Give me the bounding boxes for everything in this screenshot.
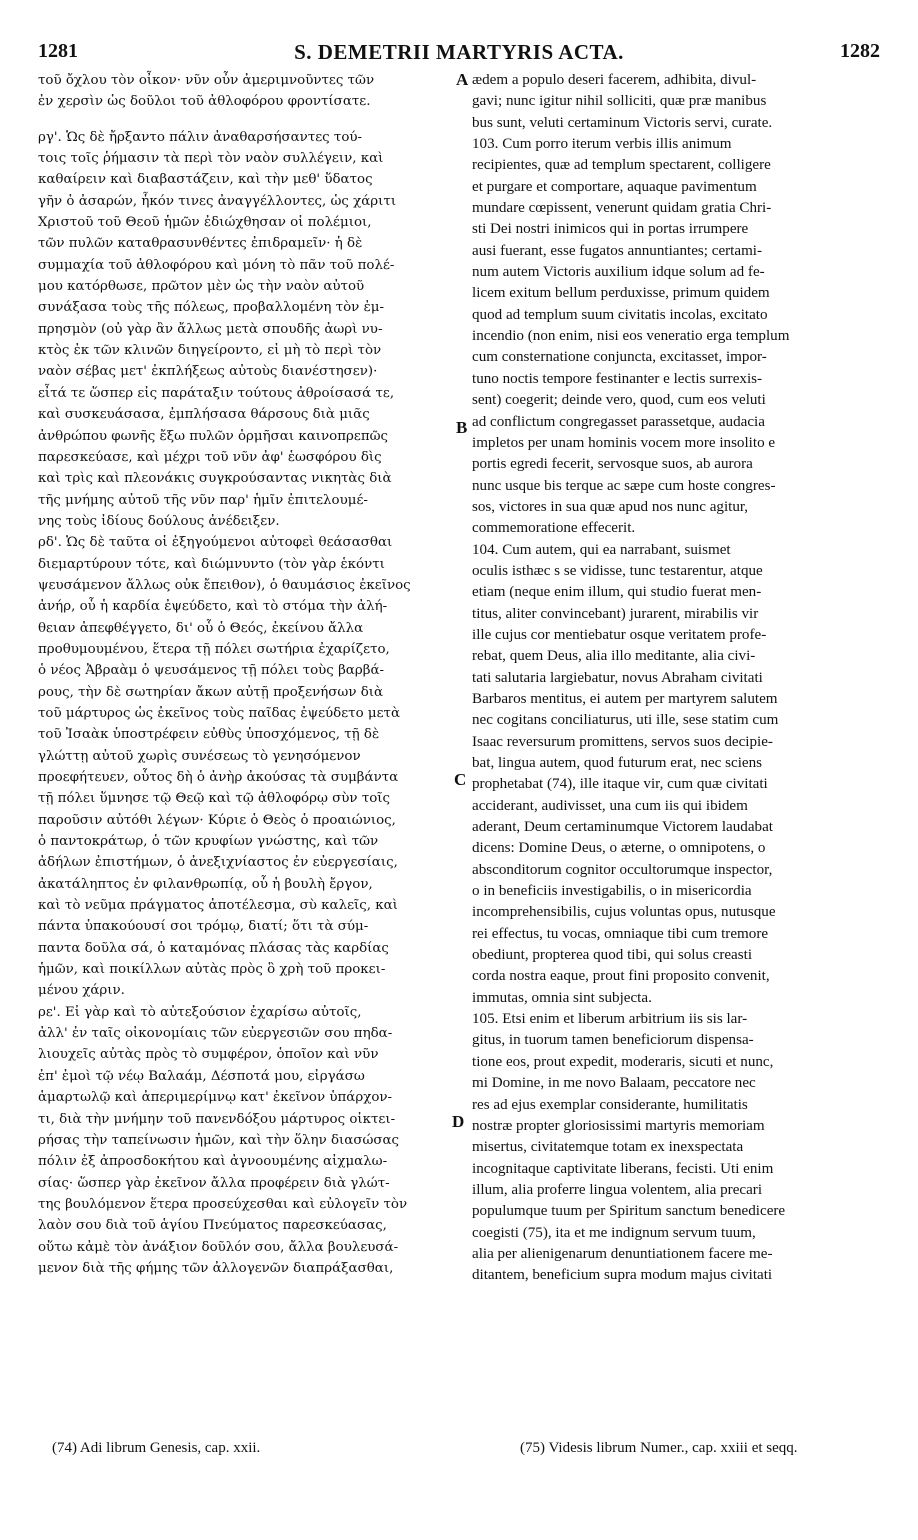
latin-text-line: ditantem, beneficium supra modum majus civitati — [472, 1267, 773, 1284]
greek-text-line: τοῦ ὄχλου τὸν οἶκον· νῦν οὖν ἀμεριμνοῦντες τῶν — [38, 73, 375, 88]
latin-text-line: rei effectus, tu vocas, omniaque tibi cum tremore — [472, 925, 769, 942]
greek-text-line: παροῦσιν αὐτόθι λέγων· Κύριε ὁ Θεὸς ὁ προαιώνιος, — [38, 812, 396, 828]
latin-text-line: mundare cœpissent, venerunt quidam gratia Chri- — [472, 200, 772, 217]
margin-letter-c: C — [454, 770, 467, 789]
greek-text-line: συμμαχία τοῦ ἀθλοφόρου καὶ μόνη τὸ πᾶν τοῦ πολέ- — [38, 257, 395, 273]
latin-text-line: ausi fuerant, esse fugatos annuntiantes; certami- — [472, 242, 763, 259]
latin-text-line: ad conflictum congregasset parassetque, audacia — [472, 413, 765, 430]
greek-text-line: παντα δοῦλα σά, ὁ καταμόνας πλάσας τὰς καρδίας — [38, 940, 389, 956]
latin-text-line: corda nostra eaque, prout fini proposito convenit, — [472, 968, 770, 985]
greek-text-line: πρησμὸν (οὐ γὰρ ἂν ἄλλως μετὰ σπουδῆς ἀωρὶ νυ- — [38, 321, 383, 337]
latin-text-line: gitus, in tuorum tamen beneficiorum dispensa- — [472, 1032, 754, 1049]
greek-text-line: Χριστοῦ τοῦ Θεοῦ ἡμῶν ἐδιώχθησαν οἱ πολέμιοι, — [38, 215, 372, 231]
greek-text-line: προθυμουμένου, ἕτερα τῇ πόλει σωτήρια ἐχαρίζετο, — [38, 641, 390, 657]
latin-text-line: ille cujus cor mentiebatur osque veritatem profe- — [472, 626, 767, 643]
latin-text-line: nec cogitans conciliaturus, uti ille, sese statim cum — [472, 712, 779, 729]
latin-text-line: mi Domine, in me novo Balaam, peccatore nec — [472, 1075, 756, 1092]
greek-text-line: λαὸν σου διὰ τοῦ ἁγίου Πνεύματος παρεσκεύασας, — [38, 1218, 387, 1234]
running-title: S. DEMETRII MARTYRIS ACTA. — [294, 40, 624, 64]
greek-text-line: νης τοὺς ἰδίους δούλους ἀνέδειξεν. — [38, 513, 280, 529]
latin-text-line: acciderant, audivisset, una cum iis qui ibidem — [472, 797, 748, 814]
latin-text-line: bus sunt, veluti certaminum Victoris servi, curate. — [472, 114, 773, 131]
latin-text-line: incendio (non enim, nisi eos veneratio erga templum — [472, 328, 790, 345]
greek-text-line: πόλιν ἐξ ἀπροσδοκήτου καὶ ἀγνοουμένης αἰχμαλω- — [38, 1154, 388, 1170]
latin-text-line: 105. Etsi enim et liberum arbitrium iis sis lar- — [472, 1011, 748, 1028]
latin-text-line: tuno noctis tempore festinanter e lectis surrexis- — [472, 370, 763, 387]
latin-text-line: Barbaros mentitus, ei autem per martyrem salutem — [472, 690, 778, 707]
latin-text-line: sent) coegerit; deinde vero, quod, cum eos veluti — [472, 392, 766, 409]
latin-text-line: obediunt, propterea quod tibi, qui solus creasti — [472, 947, 753, 964]
greek-text-line: ἀνθρώπου φωνῆς ἔξω πυλῶν ὁρμῆσαι καινοπρεπῶς — [38, 428, 389, 444]
greek-text-line: τῇ πόλει ὕμνησε τῷ Θεῷ καὶ τῷ ἀθλοφόρῳ σὺν τοῖς — [38, 791, 391, 807]
latin-text-line: oculis isthæc s se vidisse, tunc testarentur, atque — [472, 562, 763, 579]
greek-text-line: σίας· ὥσπερ γὰρ ἐκεῖνον ἄλλα προφέρειν διὰ γλώτ- — [38, 1175, 390, 1191]
greek-text-line: ρδ'. Ὡς δὲ ταῦτα οἱ ἐξηγούμενοι αὐτοφεὶ θεάσασθαι — [38, 535, 393, 551]
latin-text-line: bat, lingua autem, quod futurum erat, nec sciens — [472, 755, 763, 771]
latin-text-line: tati salutaria largiebatur, novus Abraham civitati — [472, 669, 763, 686]
latin-text-line: 104. Cum autem, qui ea narrabant, suismet — [472, 541, 731, 558]
latin-text-line: alia per alienigenarum denuntiationem facere me- — [472, 1245, 773, 1262]
latin-text-line: res ad ejus exemplar considerante, humilitatis — [472, 1096, 748, 1113]
latin-text-line: licem exitum bellum perduxisse, primum quidem — [472, 285, 770, 302]
latin-text-line: sti Dei nostri inimicos qui in portas irrumpere — [472, 221, 749, 238]
latin-text-line: sos, victores in sua quæ apud nos nunc agitur, — [472, 498, 749, 515]
greek-text-line: ἀλλ' ἐν ταῖς οἰκονομίαις τῶν εὐεργεσιῶν σου πηδα- — [38, 1026, 393, 1042]
latin-text-line: recipientes, quæ ad templum spectarent, colligere — [472, 157, 771, 174]
greek-text-line: πάντα ὑπακούουσί σοι τρόμῳ, διατί; ὅτι τὰ σύμ- — [38, 919, 369, 935]
greek-text-line: ρήσας τὴν ταπείνωσιν ἡμῶν, καὶ τὴν ὅλην διασώσας — [38, 1132, 400, 1148]
latin-text-line: ædem a populo deseri facerem, adhibita, divul- — [472, 72, 757, 88]
latin-text-line: o in beneficiis investigabilis, o in misericordia — [472, 883, 752, 900]
page-number-right: 1282 — [840, 40, 880, 62]
greek-text-line: ργ'. Ὡς δὲ ἤρξαντο πάλιν ἀναθαρσήσαντες τού- — [38, 129, 363, 145]
greek-text-line: της βουλόμενον ἕτερα προσεύχεσθαι καὶ εὐλογεῖν τὸν — [38, 1196, 408, 1212]
latin-text-line: populumque tuum per Spiritum sanctum benedicere — [472, 1203, 786, 1220]
margin-letter-b: B — [456, 418, 468, 437]
greek-text-line: ἁμαρτωλῷ καὶ ἀπεριμερίμνῳ κατ' ἐκεῖνον ὑπάρχον- — [38, 1090, 393, 1106]
latin-text-line: incognitaque captivitate liberans, fecisti. Uti enim — [472, 1160, 774, 1177]
latin-text-line: gavi; nunc igitur nihil solliciti, quæ præ manibus — [472, 93, 767, 110]
greek-text-line: καὶ τὸ νεῦμα πράγματος ἀποτέλεσμα, σὺ καλεῖς, καὶ — [38, 898, 398, 914]
greek-text-line: ναὸν σέβας μετ' ἐκπλήξεως αὐτοὺς διανέστησεν)· — [38, 364, 378, 380]
margin-letter-d: D — [452, 1112, 465, 1131]
latin-text-line: coegisti (75), ita et me indignum servum tuum, — [472, 1224, 756, 1241]
latin-text-line: titus, aliter convincebant) jurarent, mirabilis vir — [472, 605, 759, 622]
latin-text-line: absconditorum cognitor occultorumque inspector, — [472, 861, 773, 878]
greek-text-line: εἶτά τε ὥσπερ εἰς παράταξιν τούτους ἀθροίσασά τε, — [38, 385, 395, 401]
greek-text-line: ἐν χερσὶν ὡς δοῦλοι τοῦ ἀθλοφόρου φροντίσατε. — [38, 94, 371, 110]
greek-text-line: ψευσάμενον ἄλλως οὐκ ἔπειθον), ὁ θαυμάσιος ἐκεῖνος — [38, 577, 411, 593]
greek-text-line: καὶ συσκευάσασα, ἐμπλήσασα θάρσους διὰ μιᾶς — [38, 407, 370, 423]
greek-text-column — [38, 70, 456, 1279]
greek-text-line: ρε'. Εἰ γὰρ καὶ τὸ αὐτεξούσιον ἐχαρίσω αὐτοῖς, — [38, 1004, 362, 1020]
latin-text-line: prophetabat (74), ille itaque vir, cum quæ civitati — [472, 776, 768, 793]
greek-text-line: μου κατόρθωσε, πρῶτον μὲν ὡς τὴν ναὸν αὐτοῦ — [38, 279, 365, 295]
latin-text-line: incomprehensibilis, cujus voluntas opus, nutusque — [472, 904, 776, 921]
greek-text-line: οὕτω κἀμὲ τὸν ἀνάξιον δοῦλόν σου, ἄλλα βουλευσά- — [38, 1239, 399, 1255]
greek-text-line: ἐπ' ἐμοὶ τῷ νέῳ Βαλαάμ, Δέσποτά μου, εἰργάσω — [38, 1068, 365, 1084]
greek-text-line: ρους, τὴν δὲ σωτηρίαν ἄκων αὐτῇ προξενήσων διὰ — [38, 684, 384, 700]
greek-text-line: γλώττῃ αὐτοῦ χωρὶς συνέσεως τὸ γενησόμενον — [38, 748, 361, 764]
latin-text-line: nunc usque bis terque ac sæpe cum hoste congres- — [472, 477, 776, 494]
greek-text-line: λιουχεῖς αὐτὰς πρὸς τὸ συμφέρον, ὁποῖον καὶ νῦν — [38, 1047, 379, 1063]
margin-letter-a: A — [456, 70, 469, 89]
greek-text-line: κτὸς ἐκ τῶν κλινῶν διηγείροντο, εἰ μὴ τὸ περὶ τὸν — [38, 343, 382, 359]
latin-text-line: commemoratione effecerit. — [472, 520, 636, 537]
greek-text-line: συνάξασα τοὺς τῆς πόλεως, προβαλλομένη τὸν ἐμ- — [38, 300, 384, 316]
latin-text-line: rebat, quem Deus, alia illo meditante, alia civi- — [472, 648, 756, 665]
latin-text-line: quod ad templum suum civitatis incolas, excitato — [472, 306, 768, 323]
greek-text-line: τοις τοῖς ῥήμασιν τὰ περὶ τὸν ναὸν συλλέγειν, καὶ — [38, 151, 384, 167]
greek-text-line: τι, διὰ τὴν μνήμην τοῦ πανενδόξου μάρτυρος οἰκτει- — [38, 1111, 396, 1127]
latin-text-line: cum consternatione conjuncta, excitasset, impor- — [472, 349, 767, 366]
greek-text-line: μένου χάριν. — [38, 983, 125, 999]
latin-text-line: et purgare et comportare, aquaque pavimentum — [472, 178, 757, 195]
latin-text-line: 103. Cum porro iterum verbis illis animum — [472, 136, 732, 153]
greek-text-line: ἡμῶν, καὶ ποικίλλων αὐτὰς πρὸς ὃ χρὴ τοῦ προκει- — [38, 962, 386, 978]
greek-text-line: τοῦ Ἰσαὰκ ὑποστρέφειν εὐθὺς ὑποσχόμενος, τῇ δὲ — [38, 727, 380, 743]
page-header — [38, 40, 880, 70]
latin-text-line: aderant, Deum certaminumque Victorem laudabat — [472, 819, 773, 836]
latin-text-line: tione eos, prout expedit, moderaris, sicuti et nunc, — [472, 1053, 774, 1070]
latin-text-line: dicens: Domine Deus, o æterne, o omnipotens, o — [472, 840, 766, 857]
footnote-74: (74) Adi librum Genesis, cap. xxii. — [52, 1440, 261, 1456]
page-number-left: 1281 — [38, 40, 78, 62]
greek-text-line: ὁ παντοκράτωρ, ὁ τῶν κρυφίων γνώστης, καὶ τῶν — [38, 834, 379, 850]
greek-text-line: τοῦ μάρτυρος ὡς ἐκεῖνος τοὺς παῖδας ἐψεύδετο μετὰ — [38, 705, 400, 721]
greek-text-line: παρεσκεύασε, καὶ μέχρι τοῦ νῦν ἀφ' ἑωσφόρου δὶς — [38, 449, 382, 465]
greek-text-line: θειαν ἀπεφθέγγετο, δι' οὗ ὁ Θεός, ἐκείνου ἄλλα — [38, 620, 364, 636]
latin-text-line: etiam (neque enim illum, qui studio fuerat men- — [472, 584, 762, 601]
greek-text-line: ἀδήλων ἐπιστήμων, ὁ ἀνεξιχνίαστος ἐν εὐεργεσίαις, — [38, 855, 398, 871]
greek-text-line: προεφήτευεν, οὗτος δὴ ὁ ἀνὴρ ἀκούσας τὰ συμβάντα — [38, 770, 399, 785]
greek-text-line: διεμαρτύρουν τότε, καὶ διώμνυντο (τὸν γὰρ ἑκόντι — [38, 556, 385, 572]
latin-text-line: nostræ propter gloriosissimi martyris memoriam — [472, 1117, 765, 1134]
greek-text-line: καὶ τρὶς καὶ πλεονάκις συγκρούσαντας νικητὰς διὰ — [38, 471, 392, 487]
latin-text-line: immutas, omnia sint subjecta. — [472, 989, 652, 1006]
latin-text-line: misertus, civitatemque totam ex inexspectata — [472, 1139, 744, 1156]
greek-text-line: ἀνήρ, οὗ ἡ καρδία ἐψεύδετο, καὶ τὸ στόμα τὴν ἀλή- — [38, 599, 388, 615]
greek-text-line: τῆς μνήμης αὐτοῦ τῆς νῦν παρ' ἡμῖν ἐπιτελουμέ- — [38, 492, 368, 508]
greek-text-line — [38, 113, 456, 127]
latin-text-line: num autem Victoris auxilium idque solum ad fe- — [472, 264, 765, 281]
greek-text-line: ὁ νέος Ἀβραὰμ ὁ ψευσάμενος τῇ πόλει τοὺς βαρβά- — [38, 663, 385, 679]
greek-text-line: καθαίρειν καὶ διαβαστάζειν, καὶ τὴν μεθ' ὕδατος — [38, 172, 373, 188]
latin-text-column — [472, 70, 884, 1287]
latin-text-line: Isaac reversurum promittens, servos suos decipie- — [472, 733, 773, 750]
greek-text-line: ἀκατάληπτος ἐν φιλανθρωπίᾳ, οὗ ἡ βουλὴ ἔργον, — [38, 876, 373, 892]
greek-text-line: τῶν πυλῶν καταθρασυνθέντες ἐπιδραμεῖν· ἡ δὲ — [38, 236, 363, 252]
footnotes — [38, 1440, 880, 1470]
footnote-75: (75) Videsis librum Numer., cap. xxiii et seqq. — [520, 1440, 798, 1456]
latin-text-line: impletos per unam hominis vocem more insolito e — [472, 434, 776, 451]
latin-text-line: illum, alia proferre lingua volentem, alia precari — [472, 1181, 763, 1198]
latin-text-line: portis egredi fecerit, servosque suos, ab aurora — [472, 456, 753, 473]
greek-text-line: γῆν ὁ ἀσαρών, ἧκόν τινες ἀναγγέλλοντες, ὡς χάριτι — [38, 193, 397, 209]
greek-text-line: μενον διὰ τῆς φήμης τῶν ἀλλογενῶν διαπράξασθαι, — [38, 1260, 394, 1276]
